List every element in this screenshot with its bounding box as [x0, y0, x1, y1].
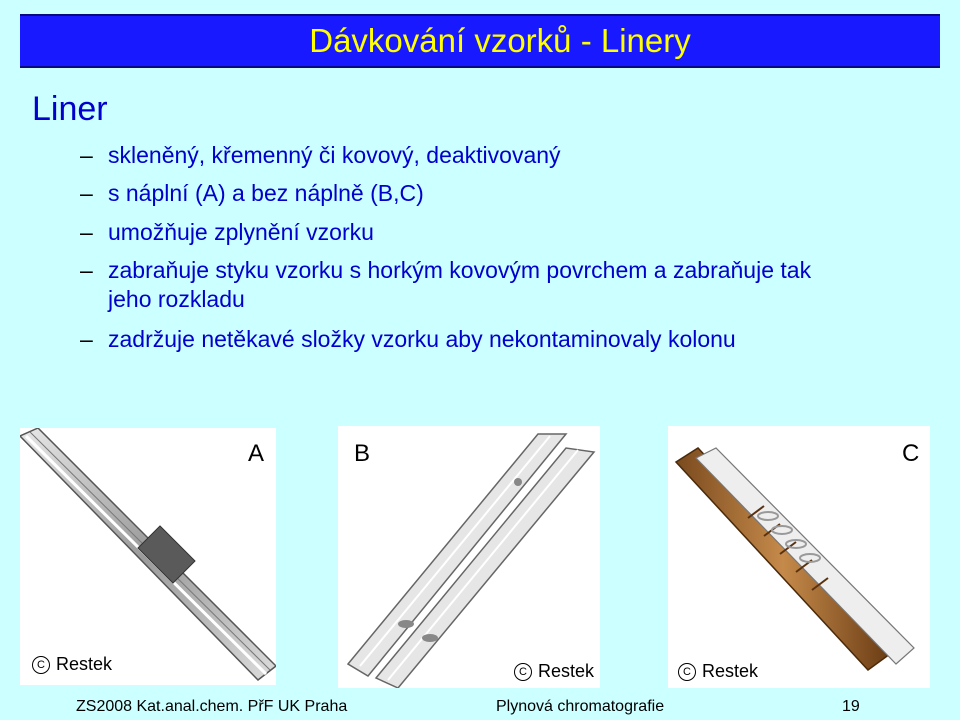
bullet-dash: – — [80, 142, 93, 168]
image-label-c: C — [902, 440, 920, 467]
page-number: 19 — [842, 698, 860, 715]
liner-a-illustration — [20, 428, 276, 685]
credit-text: Restek — [56, 654, 113, 674]
bullet-dash: – — [80, 180, 93, 206]
bullet-dash: – — [80, 257, 93, 283]
image-label-b: B — [354, 440, 371, 467]
credit-text: Restek — [538, 661, 595, 681]
title-bar — [20, 14, 940, 68]
bullet-text: zadržuje netěkavé složky vzorku aby nekontaminovaly kolonu — [108, 326, 736, 352]
copyright-icon: C — [32, 656, 50, 674]
credit-text: Restek — [702, 661, 759, 681]
bullet-dash: – — [80, 326, 93, 352]
liner-image-b — [338, 426, 600, 688]
image-credit-b — [514, 661, 594, 682]
bullet-text: jeho rozkladu — [108, 286, 245, 312]
slide-heading: Liner — [32, 90, 108, 128]
copyright-icon: C — [678, 663, 696, 681]
liner-image-a — [20, 428, 276, 685]
bullet-dash: – — [80, 219, 93, 245]
copyright-icon: C — [514, 663, 532, 681]
bullet-text: s náplní (A) a bez náplně (B,C) — [108, 180, 424, 206]
liner-b-illustration — [338, 426, 600, 688]
liner-image-c — [668, 426, 930, 688]
image-credit-a — [32, 654, 112, 675]
image-label-a: A — [248, 440, 265, 467]
footer-center: Plynová chromatografie — [496, 698, 665, 715]
image-credit-c — [678, 661, 758, 682]
bullet-text: zabraňuje styku vzorku s horkým kovovým povrchem a zabraňuje tak — [108, 257, 812, 283]
liner-c-illustration — [668, 426, 930, 688]
slide-title: Dávkování vzorků - Linery — [309, 22, 691, 59]
footer-left: ZS2008 Kat.anal.chem. PřF UK Praha — [76, 698, 348, 715]
bullet-text: skleněný, křemenný či kovový, deaktivovaný — [108, 142, 561, 168]
bullet-text: umožňuje zplynění vzorku — [108, 219, 374, 245]
